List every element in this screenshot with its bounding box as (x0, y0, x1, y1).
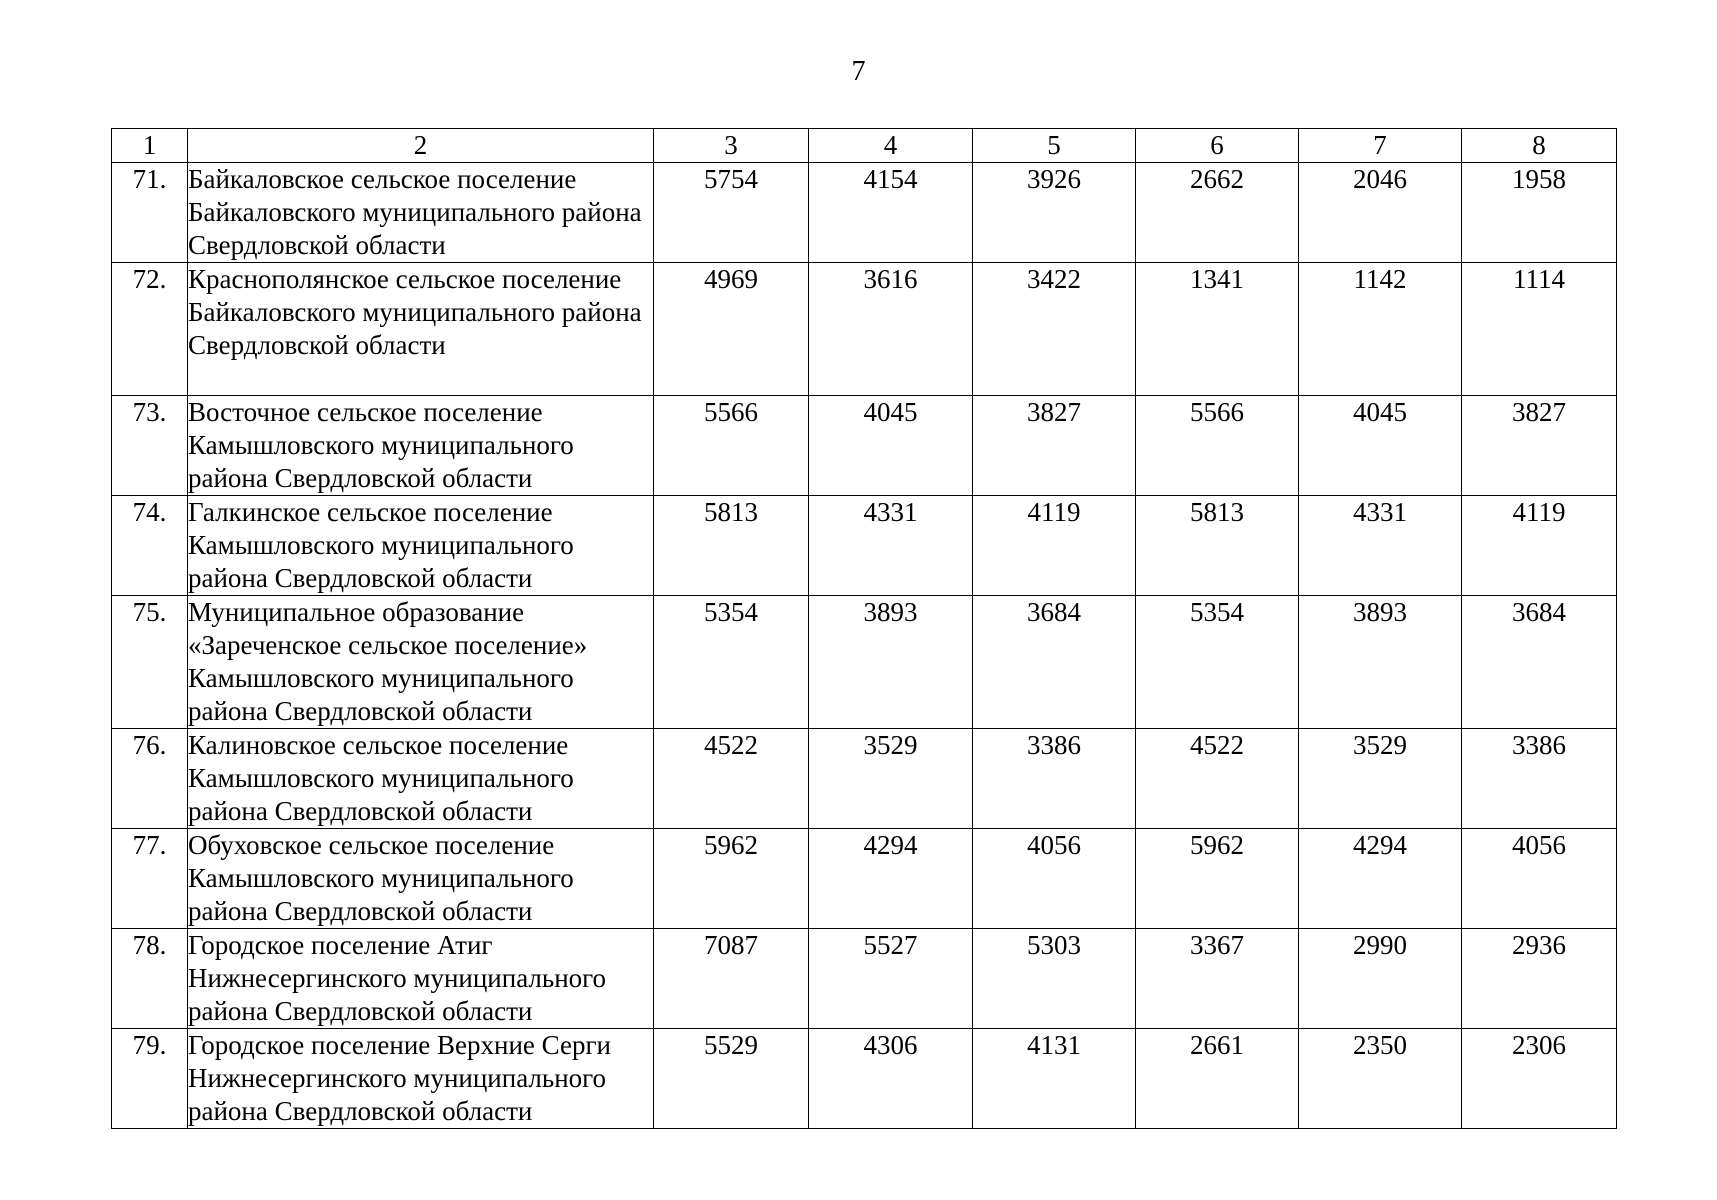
value-cell: 3684 (973, 596, 1136, 729)
value-cell: 1142 (1299, 263, 1462, 396)
data-table (111, 128, 1617, 1129)
value-cell: 5354 (1136, 596, 1299, 729)
value-cell: 2350 (1299, 1029, 1462, 1129)
value-cell: 3893 (809, 596, 973, 729)
value-cell: 3827 (973, 396, 1136, 496)
row-number: 75. (112, 596, 188, 729)
column-header: 5 (973, 129, 1136, 163)
value-cell: 5566 (1136, 396, 1299, 496)
row-number: 76. (112, 729, 188, 829)
municipality-name: Городское поселение Верхние Серги Нижнесергинского муниципального района Свердловской области (188, 1029, 654, 1129)
municipality-name: Восточное сельское поселение Камышловского муниципального района Свердловской области (188, 396, 654, 496)
value-cell: 7087 (654, 929, 809, 1029)
table-row (112, 596, 1617, 729)
value-cell: 4045 (809, 396, 973, 496)
value-cell: 4522 (654, 729, 809, 829)
value-cell: 1114 (1462, 263, 1617, 396)
value-cell: 3386 (1462, 729, 1617, 829)
value-cell: 3529 (809, 729, 973, 829)
column-header: 4 (809, 129, 973, 163)
value-cell: 4294 (809, 829, 973, 929)
row-number: 79. (112, 1029, 188, 1129)
value-cell: 2662 (1136, 163, 1299, 263)
value-cell: 5754 (654, 163, 809, 263)
value-cell: 5529 (654, 1029, 809, 1129)
municipality-name: Муниципальное образование «Зареченское сельское поселение» Камышловского муниципального района Свердловской области (188, 596, 654, 729)
table-row (112, 829, 1617, 929)
row-number: 72. (112, 263, 188, 396)
value-cell: 4522 (1136, 729, 1299, 829)
value-cell: 4131 (973, 1029, 1136, 1129)
municipality-name: Калиновское сельское поселение Камышловского муниципального района Свердловской области (188, 729, 654, 829)
value-cell: 4119 (973, 496, 1136, 596)
table-row (112, 263, 1617, 396)
row-number: 78. (112, 929, 188, 1029)
municipality-name: Обуховское сельское поселение Камышловского муниципального района Свердловской области (188, 829, 654, 929)
value-cell: 3367 (1136, 929, 1299, 1029)
value-cell: 3422 (973, 263, 1136, 396)
column-header: 2 (188, 129, 654, 163)
value-cell: 4331 (1299, 496, 1462, 596)
row-number: 71. (112, 163, 188, 263)
table-row (112, 929, 1617, 1029)
column-header: 7 (1299, 129, 1462, 163)
value-cell: 4294 (1299, 829, 1462, 929)
value-cell: 3616 (809, 263, 973, 396)
table-row (112, 163, 1617, 263)
value-cell: 5303 (973, 929, 1136, 1029)
value-cell: 1341 (1136, 263, 1299, 396)
value-cell: 3893 (1299, 596, 1462, 729)
row-number: 77. (112, 829, 188, 929)
municipality-name: Байкаловское сельское поселение Байкаловского муниципального района Свердловской области (188, 163, 654, 263)
row-number: 74. (112, 496, 188, 596)
table-row (112, 496, 1617, 596)
column-header: 8 (1462, 129, 1617, 163)
value-cell: 4056 (1462, 829, 1617, 929)
table-row (112, 1029, 1617, 1129)
value-cell: 2936 (1462, 929, 1617, 1029)
value-cell: 4119 (1462, 496, 1617, 596)
value-cell: 1958 (1462, 163, 1617, 263)
table-row (112, 396, 1617, 496)
municipality-name: Городское поселение Атиг Нижнесергинского муниципального района Свердловской области (188, 929, 654, 1029)
value-cell: 5527 (809, 929, 973, 1029)
value-cell: 3926 (973, 163, 1136, 263)
value-cell: 5354 (654, 596, 809, 729)
municipality-name: Краснополянское сельское поселение Байкаловского муниципального района Свердловской области (188, 263, 654, 396)
value-cell: 4045 (1299, 396, 1462, 496)
value-cell: 4056 (973, 829, 1136, 929)
value-cell: 4306 (809, 1029, 973, 1129)
value-cell: 3386 (973, 729, 1136, 829)
value-cell: 5962 (654, 829, 809, 929)
value-cell: 5962 (1136, 829, 1299, 929)
value-cell: 2046 (1299, 163, 1462, 263)
row-number: 73. (112, 396, 188, 496)
value-cell: 4331 (809, 496, 973, 596)
header-row (112, 129, 1617, 163)
value-cell: 5566 (654, 396, 809, 496)
table-row (112, 729, 1617, 829)
value-cell: 3684 (1462, 596, 1617, 729)
value-cell: 2990 (1299, 929, 1462, 1029)
value-cell: 4154 (809, 163, 973, 263)
value-cell: 2661 (1136, 1029, 1299, 1129)
page-number: 7 (851, 56, 866, 87)
value-cell: 3827 (1462, 396, 1617, 496)
column-header: 3 (654, 129, 809, 163)
value-cell: 3529 (1299, 729, 1462, 829)
municipality-name: Галкинское сельское поселение Камышловского муниципального района Свердловской области (188, 496, 654, 596)
value-cell: 5813 (1136, 496, 1299, 596)
value-cell: 5813 (654, 496, 809, 596)
column-header: 1 (112, 129, 188, 163)
value-cell: 4969 (654, 263, 809, 396)
value-cell: 2306 (1462, 1029, 1617, 1129)
column-header: 6 (1136, 129, 1299, 163)
